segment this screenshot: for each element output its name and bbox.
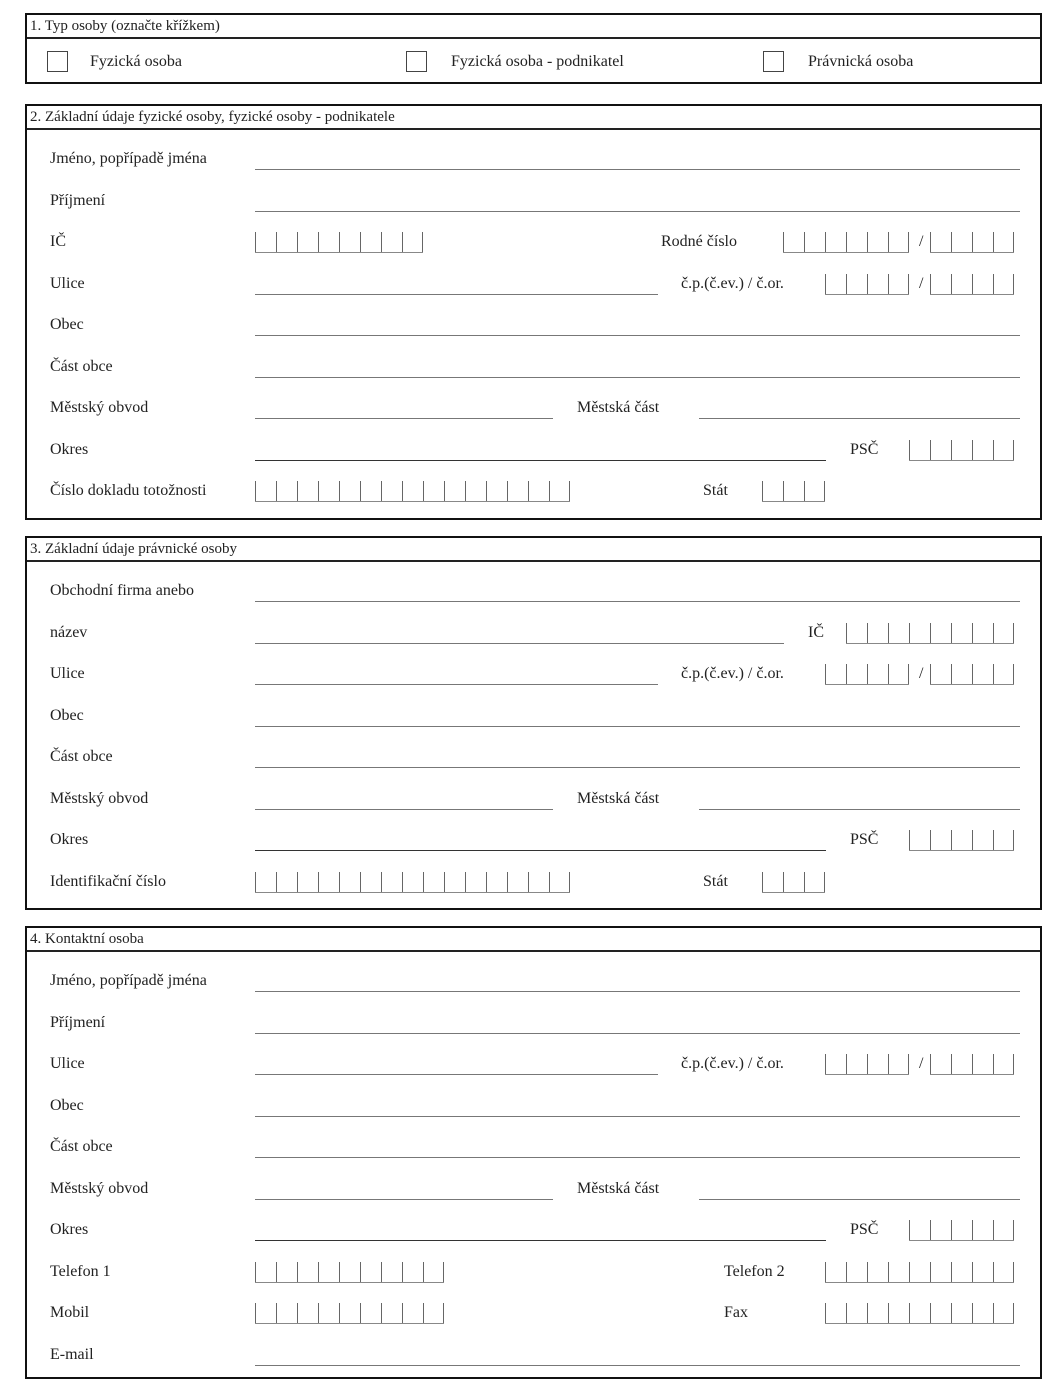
section-typ-osoby xyxy=(25,13,1042,84)
label-ic: IČ xyxy=(808,623,824,641)
input-okres[interactable] xyxy=(255,850,826,851)
input-cp-1[interactable] xyxy=(825,664,909,685)
char-box[interactable] xyxy=(888,1262,909,1282)
input-mestska-cast[interactable] xyxy=(699,809,1020,810)
label-mestsky-obvod: Městský obvod xyxy=(50,399,149,416)
label-stat: Stát xyxy=(703,872,728,890)
char-box[interactable] xyxy=(360,1262,381,1282)
char-box[interactable] xyxy=(297,872,318,892)
char-box[interactable] xyxy=(993,1054,1014,1074)
input-ident[interactable] xyxy=(255,872,570,893)
char-box[interactable] xyxy=(255,1262,276,1282)
label-mobil: Mobil xyxy=(50,1304,90,1321)
char-box[interactable] xyxy=(297,232,318,252)
label-prijmeni: Příjmení xyxy=(50,1013,106,1031)
char-box[interactable] xyxy=(930,274,951,294)
char-box[interactable] xyxy=(255,872,276,892)
char-box[interactable] xyxy=(339,232,360,252)
char-box[interactable] xyxy=(930,1054,951,1074)
input-stat[interactable] xyxy=(762,872,825,893)
label-mestska-cast: Městská část xyxy=(577,1179,660,1197)
char-box[interactable] xyxy=(465,872,486,892)
label-obec: Obec xyxy=(50,706,84,724)
char-box[interactable] xyxy=(318,481,339,501)
char-box[interactable] xyxy=(423,1262,444,1282)
char-box[interactable] xyxy=(804,232,825,252)
label-cast-obce: Část obce xyxy=(50,1138,113,1155)
input-doklad[interactable] xyxy=(255,481,570,502)
label-firma: Obchodní firma anebo xyxy=(50,582,194,599)
input-prijmeni[interactable] xyxy=(255,1033,1020,1034)
char-box[interactable] xyxy=(297,481,318,501)
section-title: 3. Základní údaje právnické osoby xyxy=(27,538,1040,562)
char-box[interactable] xyxy=(255,232,276,252)
char-box[interactable] xyxy=(402,1303,423,1323)
char-box[interactable] xyxy=(339,1262,360,1282)
char-box[interactable] xyxy=(993,274,1014,294)
char-box[interactable] xyxy=(825,1303,846,1323)
char-box[interactable] xyxy=(993,1262,1014,1282)
input-stat[interactable] xyxy=(762,481,825,502)
checkbox-fyzicka-osoba-podnikatel[interactable] xyxy=(406,51,427,72)
char-box[interactable] xyxy=(846,623,867,643)
char-box[interactable] xyxy=(909,830,930,850)
char-box[interactable] xyxy=(867,1262,888,1282)
char-box[interactable] xyxy=(339,1303,360,1323)
char-box[interactable] xyxy=(360,872,381,892)
char-box[interactable] xyxy=(888,664,909,684)
char-box[interactable] xyxy=(276,872,297,892)
label-doklad: Číslo dokladu totožnosti xyxy=(50,482,207,499)
char-box[interactable] xyxy=(846,274,867,294)
char-box[interactable] xyxy=(360,1303,381,1323)
label-telefon2: Telefon 2 xyxy=(724,1262,785,1280)
label-cp: č.p.(č.ev.) / č.or. xyxy=(681,1055,784,1072)
char-box[interactable] xyxy=(825,664,846,684)
label-psc: PSČ xyxy=(850,440,879,458)
input-obec[interactable] xyxy=(255,1116,1020,1117)
label-okres: Okres xyxy=(50,831,89,848)
char-box[interactable] xyxy=(318,872,339,892)
char-box[interactable] xyxy=(825,274,846,294)
char-box[interactable] xyxy=(951,1303,972,1323)
label-fax: Fax xyxy=(724,1304,748,1321)
label-mestsky-obvod: Městský obvod xyxy=(50,1179,149,1197)
input-mestska-cast[interactable] xyxy=(699,1199,1020,1200)
label-jmeno: Jméno, popřípadě jména xyxy=(50,150,207,167)
char-box[interactable] xyxy=(909,623,930,643)
label-email: E-mail xyxy=(50,1345,94,1363)
input-obec[interactable] xyxy=(255,726,1020,727)
char-box[interactable] xyxy=(951,1262,972,1282)
label-ic: IČ xyxy=(50,233,66,250)
char-box[interactable] xyxy=(444,481,465,501)
label-ident: Identifikační číslo xyxy=(50,872,166,890)
char-box[interactable] xyxy=(381,1262,402,1282)
char-box[interactable] xyxy=(825,1262,846,1282)
input-firma[interactable] xyxy=(255,601,1020,602)
char-box[interactable] xyxy=(804,481,825,501)
input-mestsky-obvod[interactable] xyxy=(255,418,553,419)
input-okres[interactable] xyxy=(255,460,826,461)
char-box[interactable] xyxy=(888,623,909,643)
label-ulice: Ulice xyxy=(50,665,85,682)
char-box[interactable] xyxy=(276,1303,297,1323)
char-box[interactable] xyxy=(423,872,444,892)
char-box[interactable] xyxy=(507,481,528,501)
char-box[interactable] xyxy=(276,1262,297,1282)
input-obec[interactable] xyxy=(255,335,1020,336)
char-box[interactable] xyxy=(867,232,888,252)
label-cp: č.p.(č.ev.) / č.or. xyxy=(681,665,784,682)
char-box[interactable] xyxy=(846,1303,867,1323)
input-rodne-cislo-1[interactable] xyxy=(783,232,909,253)
char-box[interactable] xyxy=(888,1054,909,1074)
option-label: Právnická osoba xyxy=(808,53,914,70)
char-box[interactable] xyxy=(888,1303,909,1323)
label-okres: Okres xyxy=(50,1221,89,1238)
slash-separator: / xyxy=(919,233,924,250)
section-title: 4. Kontaktní osoba xyxy=(27,928,1040,952)
char-box[interactable] xyxy=(339,872,360,892)
input-cp-2[interactable] xyxy=(930,1054,1014,1075)
input-psc[interactable] xyxy=(909,440,1014,461)
label-okres: Okres xyxy=(50,440,89,458)
label-cast-obce: Část obce xyxy=(50,748,113,765)
char-box[interactable] xyxy=(930,623,951,643)
checkbox-fyzicka-osoba[interactable] xyxy=(47,51,68,72)
input-cp-2[interactable] xyxy=(930,274,1014,295)
label-cp: č.p.(č.ev.) / č.or. xyxy=(681,274,784,292)
label-prijmeni: Příjmení xyxy=(50,191,106,209)
input-mestsky-obvod[interactable] xyxy=(255,1199,553,1200)
label-mestska-cast: Městská část xyxy=(577,399,660,416)
char-box[interactable] xyxy=(381,872,402,892)
char-box[interactable] xyxy=(951,440,972,460)
char-box[interactable] xyxy=(972,274,993,294)
char-box[interactable] xyxy=(846,232,867,252)
section-title: 1. Typ osoby (označte křížkem) xyxy=(27,15,1040,39)
label-mestsky-obvod: Městský obvod xyxy=(50,789,149,807)
input-rodne-cislo-2[interactable] xyxy=(930,232,1014,253)
char-box[interactable] xyxy=(297,1303,318,1323)
char-box[interactable] xyxy=(951,232,972,252)
char-box[interactable] xyxy=(993,1303,1014,1323)
char-box[interactable] xyxy=(783,232,804,252)
char-box[interactable] xyxy=(318,1262,339,1282)
char-box[interactable] xyxy=(381,1303,402,1323)
char-box[interactable] xyxy=(909,1262,930,1282)
char-box[interactable] xyxy=(528,481,549,501)
char-box[interactable] xyxy=(972,830,993,850)
input-ulice[interactable] xyxy=(255,1074,658,1075)
input-telefon2[interactable] xyxy=(825,1262,1014,1283)
input-mestska-cast[interactable] xyxy=(699,418,1020,419)
input-ic[interactable] xyxy=(255,232,423,253)
char-box[interactable] xyxy=(318,1303,339,1323)
char-box[interactable] xyxy=(486,872,507,892)
char-box[interactable] xyxy=(825,232,846,252)
char-box[interactable] xyxy=(762,481,783,501)
label-mestska-cast: Městská část xyxy=(577,789,660,807)
option-label: Fyzická osoba - podnikatel xyxy=(451,53,624,70)
slash-separator: / xyxy=(919,665,924,682)
char-box[interactable] xyxy=(930,1303,951,1323)
char-box[interactable] xyxy=(951,664,972,684)
char-box[interactable] xyxy=(486,481,507,501)
char-box[interactable] xyxy=(867,1054,888,1074)
char-box[interactable] xyxy=(930,664,951,684)
input-cp-1[interactable] xyxy=(825,274,909,295)
input-fax[interactable] xyxy=(825,1303,1014,1324)
char-box[interactable] xyxy=(402,232,423,252)
char-box[interactable] xyxy=(972,664,993,684)
char-box[interactable] xyxy=(972,623,993,643)
char-box[interactable] xyxy=(762,872,783,892)
input-nazev[interactable] xyxy=(255,643,784,644)
char-box[interactable] xyxy=(930,1262,951,1282)
input-cast-obce[interactable] xyxy=(255,1157,1020,1158)
input-telefon1[interactable] xyxy=(255,1262,444,1283)
char-box[interactable] xyxy=(972,232,993,252)
label-stat: Stát xyxy=(703,482,728,499)
char-box[interactable] xyxy=(888,274,909,294)
input-cast-obce[interactable] xyxy=(255,377,1020,378)
char-box[interactable] xyxy=(972,1220,993,1240)
char-box[interactable] xyxy=(930,440,951,460)
input-mobil[interactable] xyxy=(255,1303,444,1324)
char-box[interactable] xyxy=(867,623,888,643)
char-box[interactable] xyxy=(255,1303,276,1323)
input-ulice[interactable] xyxy=(255,294,658,295)
input-jmeno[interactable] xyxy=(255,169,1020,170)
char-box[interactable] xyxy=(909,440,930,460)
char-box[interactable] xyxy=(276,481,297,501)
input-mestsky-obvod[interactable] xyxy=(255,809,553,810)
char-box[interactable] xyxy=(951,830,972,850)
char-box[interactable] xyxy=(993,1220,1014,1240)
label-obec: Obec xyxy=(50,316,84,333)
label-telefon1: Telefon 1 xyxy=(50,1262,111,1280)
char-box[interactable] xyxy=(930,1220,951,1240)
char-box[interactable] xyxy=(402,872,423,892)
char-box[interactable] xyxy=(867,274,888,294)
char-box[interactable] xyxy=(360,481,381,501)
char-box[interactable] xyxy=(867,1303,888,1323)
char-box[interactable] xyxy=(846,664,867,684)
char-box[interactable] xyxy=(951,274,972,294)
input-okres[interactable] xyxy=(255,1240,826,1241)
input-cp-1[interactable] xyxy=(825,1054,909,1075)
input-ic[interactable] xyxy=(846,623,1014,644)
char-box[interactable] xyxy=(846,1262,867,1282)
label-psc: PSČ xyxy=(850,1221,879,1238)
char-box[interactable] xyxy=(549,872,570,892)
char-box[interactable] xyxy=(951,623,972,643)
char-box[interactable] xyxy=(972,440,993,460)
char-box[interactable] xyxy=(951,1220,972,1240)
label-jmeno: Jméno, popřípadě jména xyxy=(50,972,207,989)
label-ulice: Ulice xyxy=(50,1055,85,1072)
option-label: Fyzická osoba xyxy=(90,53,182,70)
input-prijmeni[interactable] xyxy=(255,211,1020,212)
slash-separator: / xyxy=(919,1055,924,1072)
char-box[interactable] xyxy=(423,481,444,501)
char-box[interactable] xyxy=(381,481,402,501)
char-box[interactable] xyxy=(549,481,570,501)
label-cast-obce: Část obce xyxy=(50,357,113,375)
char-box[interactable] xyxy=(972,1262,993,1282)
section-kontaktni-osoba xyxy=(25,926,1042,1379)
label-nazev: název xyxy=(50,623,88,641)
char-box[interactable] xyxy=(930,830,951,850)
label-obec: Obec xyxy=(50,1096,84,1114)
char-box[interactable] xyxy=(804,872,825,892)
input-cast-obce[interactable] xyxy=(255,767,1020,768)
char-box[interactable] xyxy=(360,232,381,252)
char-box[interactable] xyxy=(972,1303,993,1323)
section-title: 2. Základní údaje fyzické osoby, fyzické osoby - podnikatele xyxy=(27,106,1040,130)
char-box[interactable] xyxy=(402,1262,423,1282)
char-box[interactable] xyxy=(339,481,360,501)
char-box[interactable] xyxy=(255,481,276,501)
checkbox-pravnicka-osoba[interactable] xyxy=(763,51,784,72)
char-box[interactable] xyxy=(402,481,423,501)
char-box[interactable] xyxy=(507,872,528,892)
char-box[interactable] xyxy=(909,1220,930,1240)
input-ulice[interactable] xyxy=(255,684,658,685)
char-box[interactable] xyxy=(423,1303,444,1323)
slash-separator: / xyxy=(919,274,924,292)
char-box[interactable] xyxy=(993,664,1014,684)
char-box[interactable] xyxy=(465,481,486,501)
label-rodne-cislo: Rodné číslo xyxy=(661,233,737,250)
char-box[interactable] xyxy=(930,232,951,252)
section-fyzicka-osoba xyxy=(25,104,1042,520)
input-cp-2[interactable] xyxy=(930,664,1014,685)
section-pravnicka-osoba xyxy=(25,536,1042,910)
char-box[interactable] xyxy=(909,1303,930,1323)
char-box[interactable] xyxy=(444,872,465,892)
char-box[interactable] xyxy=(825,1054,846,1074)
input-jmeno[interactable] xyxy=(255,991,1020,992)
label-ulice: Ulice xyxy=(50,274,85,292)
input-psc[interactable] xyxy=(909,830,1014,851)
label-psc: PSČ xyxy=(850,831,879,848)
char-box[interactable] xyxy=(867,664,888,684)
char-box[interactable] xyxy=(783,872,804,892)
char-box[interactable] xyxy=(846,1054,867,1074)
char-box[interactable] xyxy=(888,232,909,252)
input-psc[interactable] xyxy=(909,1220,1014,1241)
char-box[interactable] xyxy=(381,232,402,252)
char-box[interactable] xyxy=(993,440,1014,460)
char-box[interactable] xyxy=(297,1262,318,1282)
char-box[interactable] xyxy=(972,1054,993,1074)
char-box[interactable] xyxy=(276,232,297,252)
input-email[interactable] xyxy=(255,1365,1020,1366)
char-box[interactable] xyxy=(951,1054,972,1074)
char-box[interactable] xyxy=(993,623,1014,643)
char-box[interactable] xyxy=(993,232,1014,252)
char-box[interactable] xyxy=(783,481,804,501)
char-box[interactable] xyxy=(318,232,339,252)
char-box[interactable] xyxy=(528,872,549,892)
char-box[interactable] xyxy=(993,830,1014,850)
